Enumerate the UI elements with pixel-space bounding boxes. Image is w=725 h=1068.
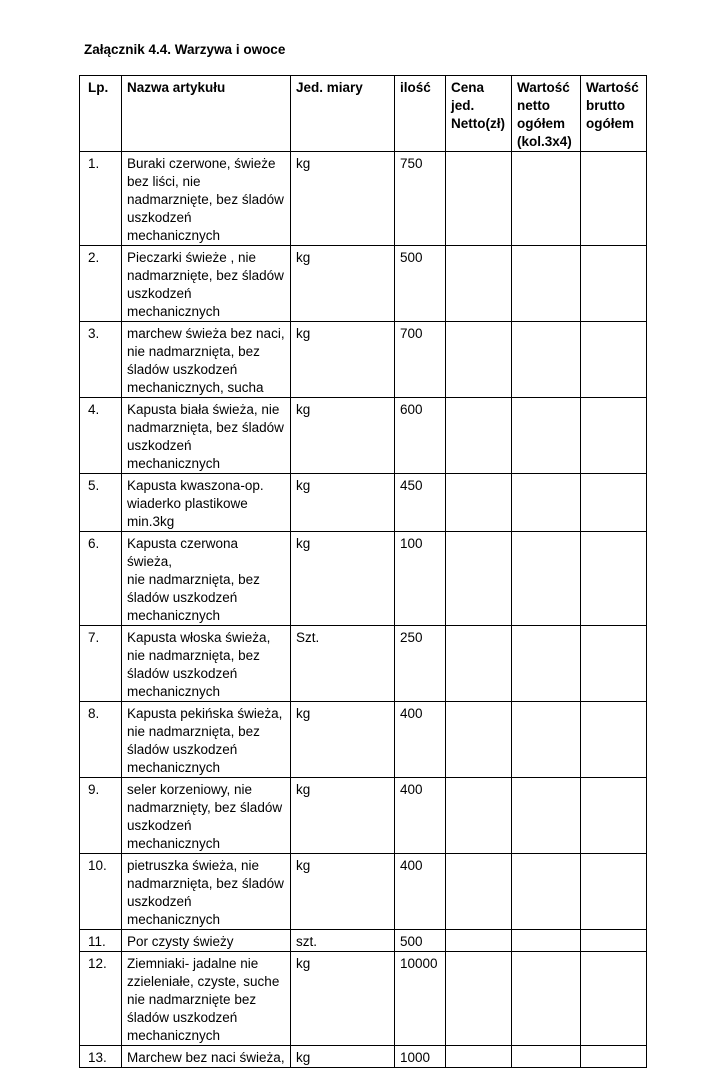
item-quantity: 250 [395,626,446,702]
item-net-value [512,702,581,778]
item-unit-price [446,474,512,532]
item-gross-value [581,532,647,626]
item-name: Kapusta pekińska świeża, nie nadmarznięta, bez śladów uszkodzeń mechanicznych [122,702,291,778]
item-name: pietruszka świeża, nie nadmarznięta, bez śladów uszkodzeń mechanicznych [122,854,291,930]
item-quantity: 500 [395,246,446,322]
header-unit: Jed. miary [291,76,395,152]
row-number: 8. [80,702,122,778]
table-row [80,778,647,854]
item-net-value [512,854,581,930]
item-net-value [512,532,581,626]
item-unit: kg [291,778,395,854]
item-unit-price [446,532,512,626]
row-number: 4. [80,398,122,474]
table-row [80,532,647,626]
item-net-value [512,246,581,322]
table-row [80,952,647,1046]
header-lp: Lp. [80,76,122,152]
item-net-value [512,626,581,702]
item-gross-value [581,322,647,398]
row-number: 9. [80,778,122,854]
item-name: Buraki czerwone, świeże bez liści, nie nadmarznięte, bez śladów uszkodzeń mechanicznych [122,152,291,246]
item-name: Por czysty świeży [122,930,291,952]
table-row [80,246,647,322]
table-row [80,322,647,398]
item-net-value [512,398,581,474]
item-unit-price [446,854,512,930]
item-quantity: 1000 [395,1046,446,1068]
item-gross-value [581,398,647,474]
item-gross-value [581,930,647,952]
item-unit: kg [291,322,395,398]
table-row [80,854,647,930]
item-unit-price [446,1046,512,1068]
row-number: 10. [80,854,122,930]
item-name: Kapusta czerwona świeża, nie nadmarznięta, bez śladów uszkodzeń mechanicznych [122,532,291,626]
table-row [80,398,647,474]
item-unit: kg [291,952,395,1046]
item-unit: kg [291,532,395,626]
item-unit: kg [291,398,395,474]
item-unit-price [446,246,512,322]
items-table [79,75,647,1068]
item-unit: kg [291,702,395,778]
row-number: 13. [80,1046,122,1068]
table-row [80,626,647,702]
row-number: 2. [80,246,122,322]
item-unit: kg [291,152,395,246]
item-quantity: 400 [395,702,446,778]
row-number: 1. [80,152,122,246]
item-quantity: 700 [395,322,446,398]
item-unit-price [446,398,512,474]
item-unit-price [446,930,512,952]
item-gross-value [581,854,647,930]
header-qty: ilość [395,76,446,152]
table-header-row [80,76,647,152]
item-net-value [512,778,581,854]
row-number: 5. [80,474,122,532]
page-title: Załącznik 4.4. Warzywa i owoce [84,42,286,57]
item-quantity: 400 [395,778,446,854]
item-gross-value [581,702,647,778]
item-unit-price [446,626,512,702]
item-quantity: 750 [395,152,446,246]
item-quantity: 100 [395,532,446,626]
table-row [80,152,647,246]
item-gross-value [581,778,647,854]
item-name: seler korzeniowy, nie nadmarznięty, bez śladów uszkodzeń mechanicznych [122,778,291,854]
item-net-value [512,1046,581,1068]
item-name: Kapusta biała świeża, nie nadmarznięta, bez śladów uszkodzeń mechanicznych [122,398,291,474]
item-net-value [512,930,581,952]
item-gross-value [581,474,647,532]
row-number: 12. [80,952,122,1046]
header-name: Nazwa artykułu [122,76,291,152]
item-unit: kg [291,1046,395,1068]
row-number: 6. [80,532,122,626]
item-unit-price [446,152,512,246]
header-net-value: Wartość netto ogółem (kol.3x4) [512,76,581,152]
table-row [80,474,647,532]
header-gross-value: Wartość brutto ogółem [581,76,647,152]
item-unit-price [446,952,512,1046]
row-number: 11. [80,930,122,952]
item-unit: Szt. [291,626,395,702]
item-quantity: 450 [395,474,446,532]
item-gross-value [581,246,647,322]
item-quantity: 400 [395,854,446,930]
table-row [80,930,647,952]
item-name: Pieczarki świeże , nie nadmarznięte, bez śladów uszkodzeń mechanicznych [122,246,291,322]
item-quantity: 10000 [395,952,446,1046]
item-unit-price [446,702,512,778]
table-row [80,1046,647,1068]
item-unit: szt. [291,930,395,952]
item-gross-value [581,152,647,246]
item-name: Kapusta włoska świeża, nie nadmarznięta, bez śladów uszkodzeń mechanicznych [122,626,291,702]
item-quantity: 500 [395,930,446,952]
item-quantity: 600 [395,398,446,474]
item-unit: kg [291,854,395,930]
item-net-value [512,474,581,532]
item-unit-price [446,778,512,854]
item-name: Ziemniaki- jadalne nie zzieleniałe, czyste, suche nie nadmarznięte bez śladów uszkodzeń mechanicznych [122,952,291,1046]
header-price: Cena jed. Netto(zł) [446,76,512,152]
item-name: Marchew bez naci świeża, [122,1046,291,1068]
item-unit: kg [291,474,395,532]
table-row [80,702,647,778]
item-unit-price [446,322,512,398]
item-gross-value [581,952,647,1046]
row-number: 3. [80,322,122,398]
item-gross-value [581,1046,647,1068]
item-name: marchew świeża bez naci, nie nadmarznięta, bez śladów uszkodzeń mechanicznych, sucha [122,322,291,398]
item-net-value [512,952,581,1046]
item-name: Kapusta kwaszona-op. wiaderko plastikowe min.3kg [122,474,291,532]
row-number: 7. [80,626,122,702]
item-gross-value [581,626,647,702]
item-net-value [512,322,581,398]
item-unit: kg [291,246,395,322]
item-net-value [512,152,581,246]
